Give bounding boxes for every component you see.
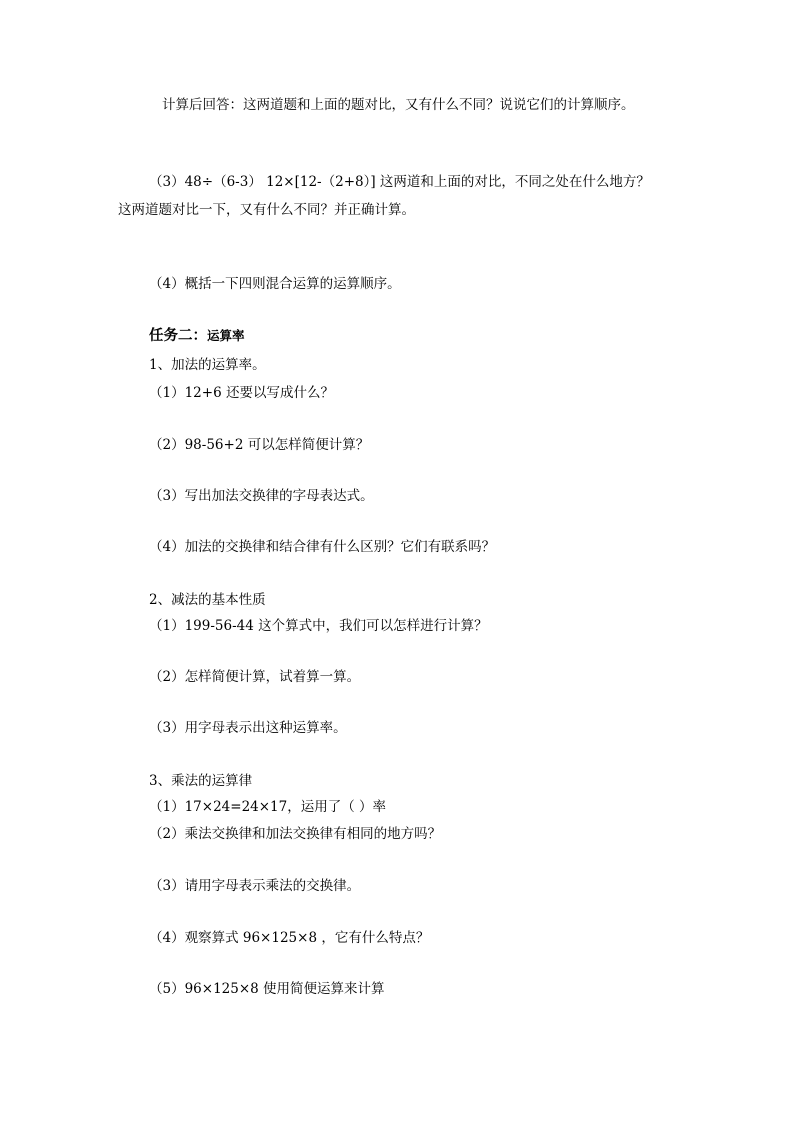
section2-q2: （2）怎样简便计算，试着算一算。: [149, 669, 361, 685]
intro-question: 计算后回答：这两道题和上面的题对比，又有什么不同？说说它们的计算顺序。: [162, 97, 635, 113]
item3-line1: （3）48÷（6-3） 12×[12-（2+8）] 这两道和上面的对比，不同之处在什么地方？: [149, 174, 650, 190]
section1-title: 1、加法的运算率。: [149, 357, 266, 373]
section3-q2: （2）乘法交换律和加法交换律有相同的地方吗？: [149, 826, 442, 842]
section1-q4: （4）加法的交换律和结合律有什么区别？它们有联系吗？: [149, 539, 496, 555]
section1-q3: （3）写出加法交换律的字母表达式。: [149, 488, 374, 504]
section3-q5: （5）96×125×8 使用简便运算来计算: [149, 981, 385, 997]
item3-line2: 这两道题对比一下，又有什么不同？并正确计算。: [118, 202, 415, 218]
item4-text: （4）概括一下四则混合运算的运算顺序。: [149, 276, 401, 292]
section3-q3: （3）请用字母表示乘法的交换律。: [149, 878, 361, 894]
task2-heading: [149, 327, 245, 345]
task2-subtitle: 运算率: [207, 328, 245, 343]
task2-title: 任务二：: [149, 327, 207, 344]
section2-title: 2、减法的基本性质: [149, 592, 266, 608]
section1-q2: （2）98-56+2 可以怎样简便计算？: [149, 437, 370, 453]
section2-q1: （1）199-56-44 这个算式中，我们可以怎样进行计算？: [149, 618, 488, 634]
section2-q3: （3）用字母表示出这种运算率。: [149, 720, 347, 736]
section3-title: 3、乘法的运算律: [149, 773, 253, 789]
section3-q4: （4）观察算式 96×125×8 ，它有什么特点？: [149, 930, 430, 946]
section1-q1: （1）12+6 还要以写成什么？: [149, 385, 334, 401]
section3-q1: （1）17×24=24×17，运用了（ ）率: [149, 799, 387, 815]
